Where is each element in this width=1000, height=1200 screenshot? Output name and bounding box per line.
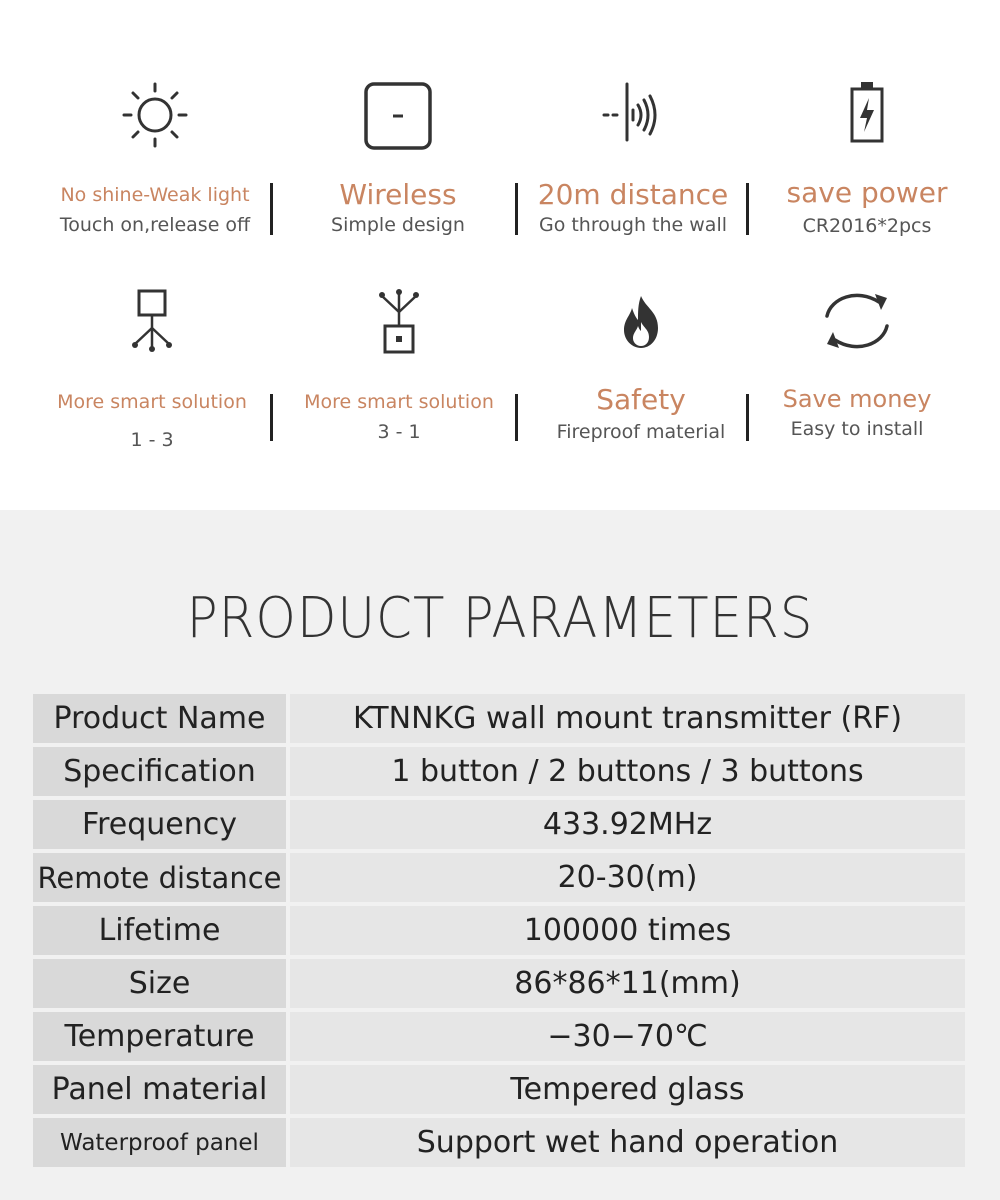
- divider: [746, 183, 749, 235]
- feature-subtitle: Go through the wall: [538, 214, 728, 236]
- param-value: 100000 times: [290, 906, 965, 955]
- param-value: 1 button / 2 buttons / 3 buttons: [290, 747, 965, 796]
- param-value: 433.92MHz: [290, 800, 965, 849]
- table-row: [33, 906, 965, 955]
- param-label: Temperature: [33, 1012, 286, 1061]
- feature-title: save power: [786, 176, 948, 209]
- many-to-one-icon: [374, 288, 424, 358]
- param-value: −30−70℃: [290, 1012, 965, 1061]
- feature-subtitle: Touch on,release off: [59, 214, 251, 236]
- feature-title: No shine-Weak light: [60, 184, 250, 206]
- battery-icon: [842, 80, 892, 150]
- feature-subtitle: Fireproof material: [556, 421, 726, 443]
- param-label: Size: [33, 959, 286, 1008]
- table-row: [33, 1065, 965, 1114]
- divider: [270, 394, 273, 441]
- switch-button-icon: [362, 80, 434, 152]
- feature-subtitle: Easy to install: [790, 418, 924, 440]
- parameters-table: [33, 694, 965, 1171]
- param-value: 20-30(m): [290, 853, 965, 902]
- table-row: [33, 800, 965, 849]
- param-value: Support wet hand operation: [290, 1118, 965, 1167]
- param-label: Panel material: [33, 1065, 286, 1114]
- param-label: Frequency: [33, 800, 286, 849]
- param-label: Product Name: [33, 694, 286, 743]
- features-section: [0, 0, 1000, 510]
- feature-title: 20m distance: [537, 178, 729, 211]
- cycle-arrows-icon: [817, 286, 897, 356]
- table-row: [33, 853, 965, 902]
- param-label: Remote distance: [33, 853, 286, 902]
- feature-subtitle: Simple design: [331, 214, 465, 236]
- param-label: Waterproof panel: [33, 1118, 286, 1167]
- parameters-section: [0, 510, 1000, 1200]
- divider: [515, 394, 518, 441]
- feature-title: More smart solution: [304, 391, 494, 413]
- param-value: Tempered glass: [290, 1065, 965, 1114]
- table-row: [33, 694, 965, 743]
- table-row: [33, 1118, 965, 1167]
- feature-subtitle: 1 - 3: [130, 429, 174, 451]
- feature-title: Save money: [782, 385, 932, 413]
- table-row: [33, 1012, 965, 1061]
- divider: [270, 183, 273, 235]
- feature-title: Safety: [596, 383, 686, 416]
- table-row: [33, 747, 965, 796]
- sun-icon: [120, 80, 190, 150]
- param-label: Specification: [33, 747, 286, 796]
- feature-subtitle: CR2016*2pcs: [802, 215, 932, 237]
- param-label: Lifetime: [33, 906, 286, 955]
- table-row: [33, 959, 965, 1008]
- feature-subtitle: 3 - 1: [377, 421, 421, 443]
- section-title: PRODUCT PARAMETERS: [186, 586, 814, 651]
- param-value: KTNNKG wall mount transmitter (RF): [290, 694, 965, 743]
- one-to-many-icon: [127, 288, 177, 354]
- signal-through-wall-icon: [598, 80, 668, 150]
- feature-title: Wireless: [339, 178, 457, 211]
- feature-title: More smart solution: [57, 391, 247, 413]
- fire-icon: [616, 292, 666, 352]
- param-value: 86*86*11(mm): [290, 959, 965, 1008]
